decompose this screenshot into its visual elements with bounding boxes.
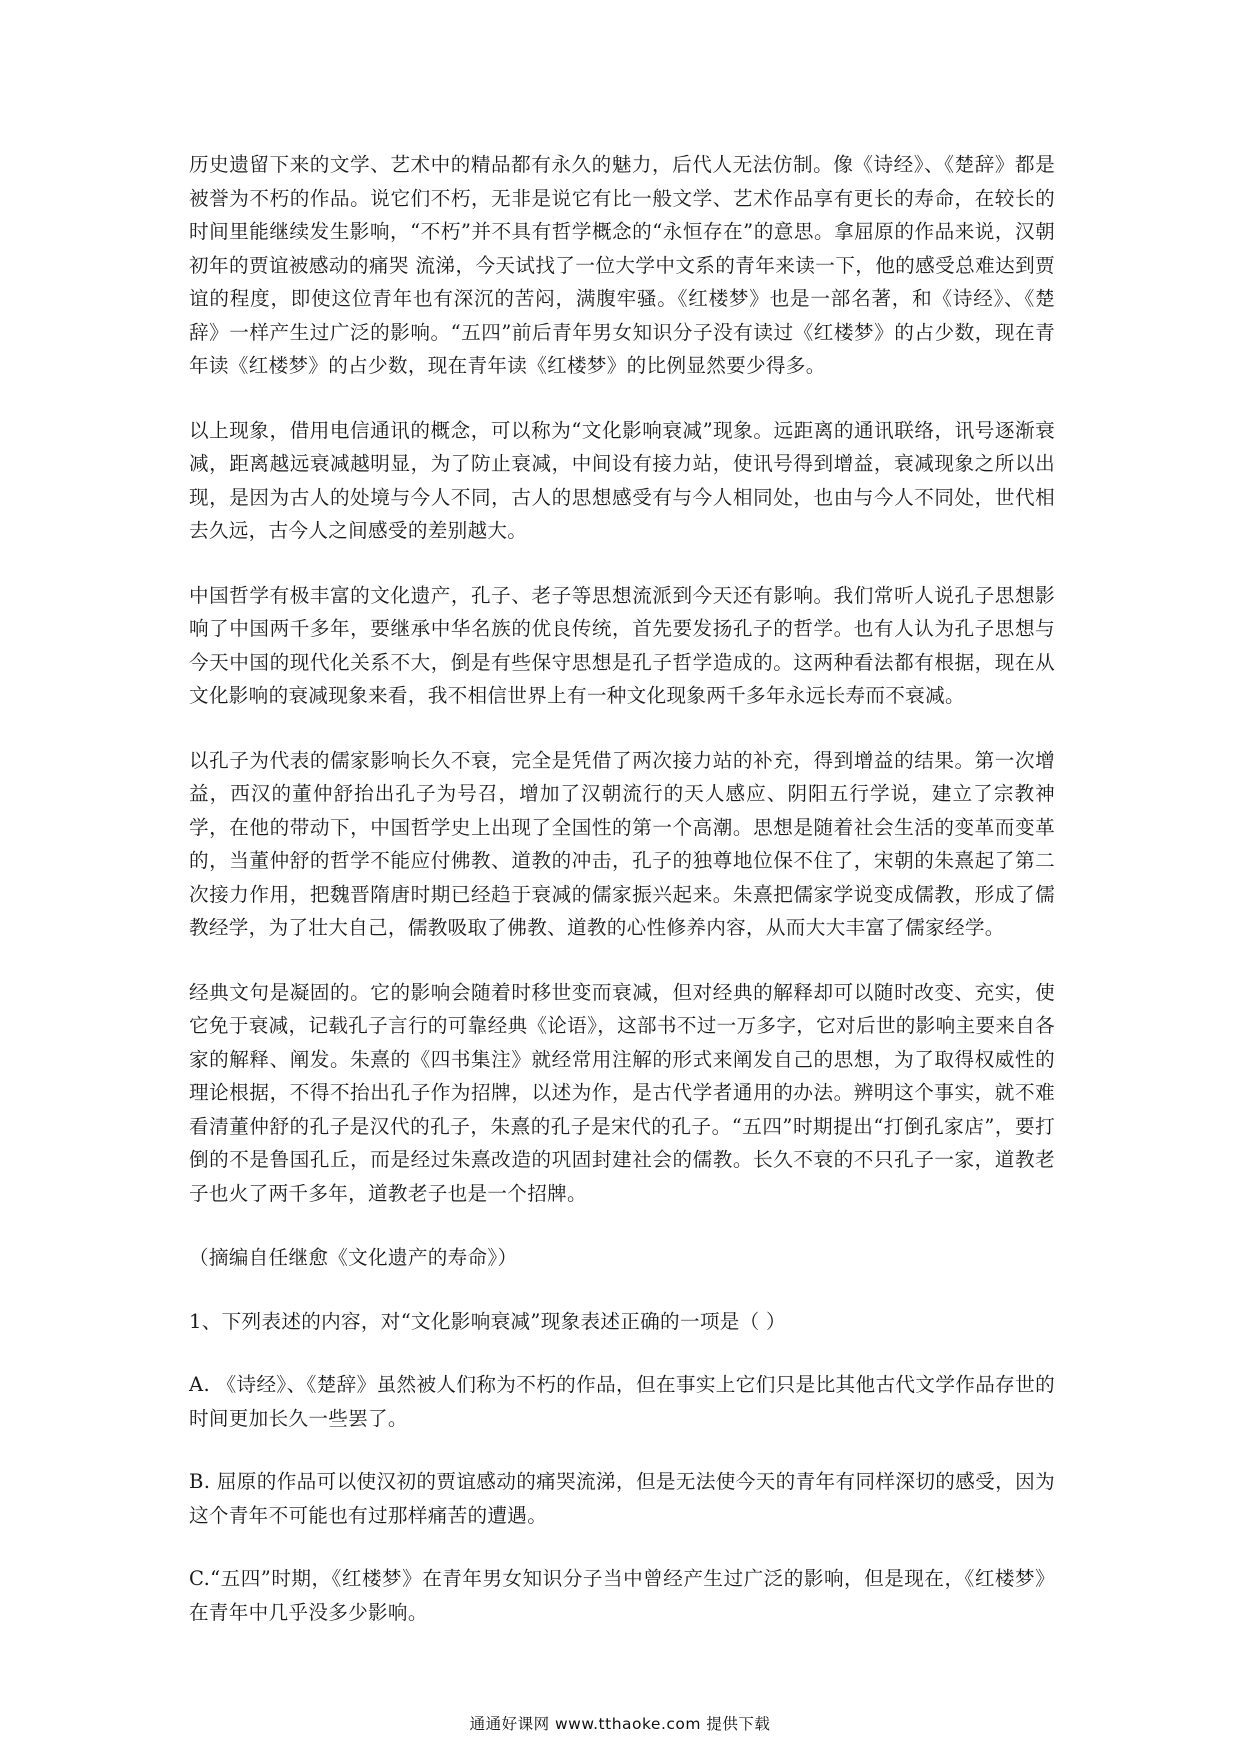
article-paragraph-4: 以孔子为代表的儒家影响长久不衰，完全是凭借了两次接力站的补充，得到增益的结果。第一次增益，西汉的董仲舒抬出孔子为号召，增加了汉朝流行的天人感应、阴阳五行学说，建立了宗教神学，在他的带动下，中国哲学史上出现了全国性的第一个高潮。思想是随着社会生活的变革而变革的，当董仲舒的哲学不能应付佛教、道教的冲击，孔子的独尊地位保不住了，宋朝的朱熹起了第二次接力作用，把魏晋隋唐时期已经趋于衰减的儒家振兴起来。朱熹把儒家学说变成儒教，形成了儒教经学，为了壮大自己，儒教吸取了佛教、道教的心性修养内容，从而大大丰富了儒家经学。	[189, 748, 1055, 939]
source-citation: （摘编自任继愈《文化遗产的寿命》）	[189, 1246, 518, 1269]
article-paragraph-3: 中国哲学有极丰富的文化遗产，孔子、老子等思想流派到今天还有影响。我们常听人说孔子思想影响了中国两千多年，要继承中华名族的优良传统，首先要发扬孔子的哲学。也有人认为孔子思想与今天中国的现代化关系不大，倒是有些保守思想是孔子哲学造成的。这两种看法都有根据，现在从文化影响的衰减现象来看，我不相信世界上有一种文化现象两千多年永远长寿而不衰减。	[189, 583, 1055, 707]
page-footer: 通通好课网 www.tthaoke.com 提供下载	[469, 1715, 771, 1733]
document-page	[189, 148, 1055, 1659]
article-paragraph-2: 以上现象，借用电信通讯的概念，可以称为“文化影响衰减”现象。远距离的通讯联络，讯号逐渐衰减，距离越远衰减越明显，为了防止衰减，中间设有接力站，使讯号得到增益，衰减现象之所以出现，是因为古人的处境与今人不同，古人的思想感受有与今人相同处，也由与今人不同处，世代相去久远，古今人之间感受的差别越大。	[189, 418, 1055, 542]
article-paragraph-5: 经典文句是凝固的。它的影响会随着时移世变而衰减，但对经典的解释却可以随时改变、充实，使它免于衰减，记载孔子言行的可靠经典《论语》，这部书不过一万多字，它对后世的影响主要来自各家的解释、阐发。朱熹的《四书集注》就经常用注解的形式来阐发自己的思想，为了取得权威性的理论根据，不得不抬出孔子作为招牌，以述为作，是古代学者通用的办法。辨明这个事实，就不难看清董仲舒的孔子是汉代的孔子，朱熹的孔子是宋代的孔子。“五四”时期提出“打倒孔家店”，要打倒的不是鲁国孔丘，而是经过朱熹改造的巩固封建社会的儒教。长久不衰的不只孔子一家，道教老子也火了两千多年，道教老子也是一个招牌。	[189, 980, 1055, 1205]
article-paragraph-1: 历史遗留下来的文学、艺术中的精品都有永久的魅力，后代人无法仿制。像《诗经》、《楚辞》都是被誉为不朽的作品。说它们不朽，无非是说它有比一般文学、艺术作品享有更长的寿命，在较长的时间里能继续发生影响，“不朽”并不具有哲学概念的“永恒存在”的意思。拿屈原的作品来说，汉朝初年的贾谊被感动的痛哭 流涕，今天试找了一位大学中文系的青年来读一下，他的感受总难达到贾谊的程度，即使这位青年也有深沉的苦闷，满腹牢骚。《红楼梦》也是一部名著，和《诗经》、《楚辞》一样产生过广泛的影响。“五四”前后青年男女知识分子没有读过《红楼梦》的占少数，现在青年读《红楼梦》的占少数，现在青年读《红楼梦》的比例显然要少得多。	[189, 153, 1055, 377]
option-a: A. 《诗经》、《楚辞》虽然被人们称为不朽的作品，但在事实上它们只是比其他古代文学作品存世的时间更加长久一些罢了。	[189, 1373, 1055, 1430]
option-b: B. 屈原的作品可以使汉初的贾谊感动的痛哭流涕，但是无法使今天的青年有同样深切的感受，因为这个青年不可能也有过那样痛苦的遭遇。	[189, 1470, 1055, 1527]
option-c: C.“五四”时期，《红楼梦》在青年男女知识分子当中曾经产生过广泛的影响，但是现在，《红楼梦》在青年中几乎没多少影响。	[189, 1567, 1055, 1624]
question-stem: 1、下列表述的内容，对“文化影响衰减”现象表述正确的一项是（ ）	[189, 1309, 786, 1333]
